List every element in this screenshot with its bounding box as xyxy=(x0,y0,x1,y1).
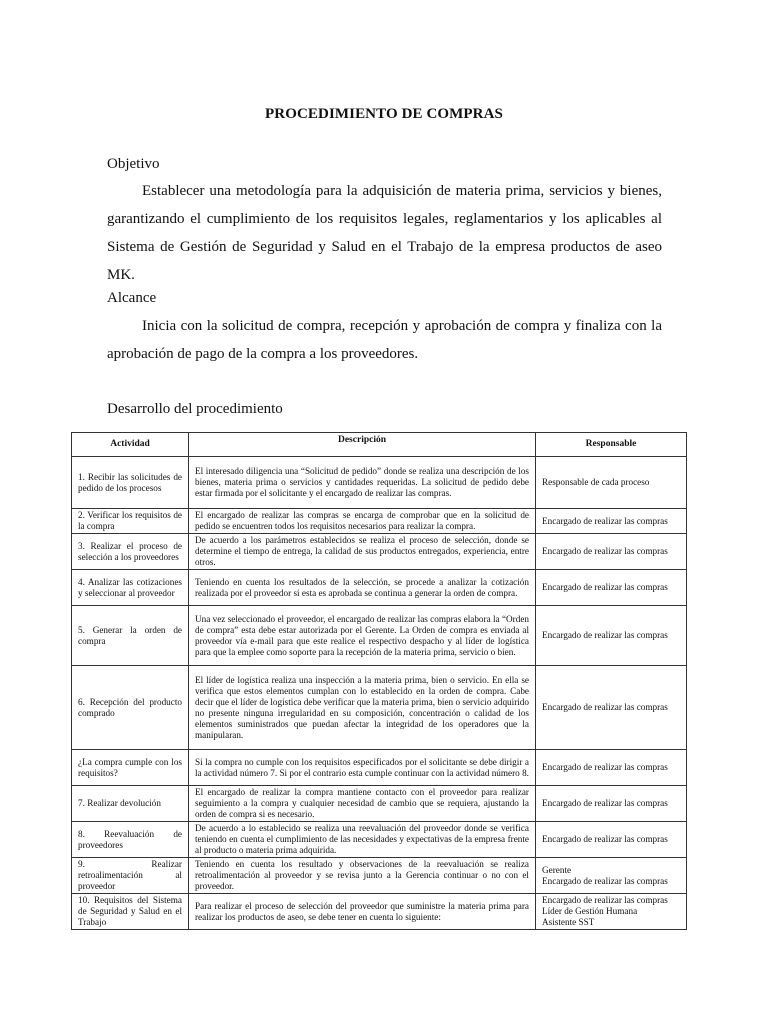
cell-actividad: 9. Realizar retroalimentación al proveedor xyxy=(72,858,189,894)
cell-actividad: 1. Recibir las solicitudes de pedido de los procesos xyxy=(72,457,189,509)
document-title: PROCEDIMIENTO DE COMPRAS xyxy=(265,106,503,122)
table-row xyxy=(72,534,687,570)
table-body xyxy=(72,457,687,930)
cell-descripcion: Si la compra no cumple con los requisitos especificados por el solicitante se debe dirigir a la actividad número 7. Si por el contrario esta cumple continuar con la actividad número 8. xyxy=(189,750,536,786)
alcance-heading: Alcance xyxy=(107,290,157,306)
cell-actividad: 8. Reevaluación de proveedores xyxy=(72,822,189,858)
cell-actividad: 2. Verificar los requisitos de la compra xyxy=(72,509,189,534)
cell-actividad: 7. Realizar devolución xyxy=(72,786,189,822)
table-row xyxy=(72,606,687,666)
cell-responsable: Encargado de realizar las compras xyxy=(536,534,687,570)
cell-descripcion: El líder de logística realiza una inspección a la materia prima, bien o servicio. En ella se verifica que estos elementos cumplan con lo establecido en la orden de compra. Cabe decir que el líder de logística debe verificar que la materia prima, bien o servicio adquirido no presente ninguna irregularidad en su composición, concentración o calidad de los elementos suministrados que puedan afectar la integridad de los operadores que la manipularan. xyxy=(189,666,536,750)
table-row xyxy=(72,666,687,750)
cell-descripcion: Para realizar el proceso de selección del proveedor que suministre la materia prima para realizar los productos de aseo, se debe tener en cuenta lo siguiente: xyxy=(189,894,536,930)
cell-actividad: ¿La compra cumple con los requisitos? xyxy=(72,750,189,786)
table-header-row xyxy=(72,433,687,457)
cell-responsable: Encargado de realizar las compras xyxy=(536,509,687,534)
cell-responsable: Encargado de realizar las compras xyxy=(536,786,687,822)
table-row xyxy=(72,858,687,894)
header-descripcion: Descripción xyxy=(189,433,536,457)
header-actividad: Actividad xyxy=(72,433,189,457)
cell-responsable: Gerente Encargado de realizar las compras xyxy=(536,858,687,894)
cell-actividad: 3. Realizar el proceso de selección a los proveedores xyxy=(72,534,189,570)
table-row xyxy=(72,457,687,509)
table-row xyxy=(72,509,687,534)
cell-responsable: Encargado de realizar las compras xyxy=(536,606,687,666)
desarrollo-heading: Desarrollo del procedimiento xyxy=(107,401,283,417)
cell-descripcion: Una vez seleccionado el proveedor, el encargado de realizar las compras elabora la “Orden de compra” esta debe estar autorizada por el Gerente. La Orden de compra es enviada al proveedor vía e-mail para que este realice el respectivo despacho y al líder de logística para que la emplee como soporte para la recepción de la materia prima, servicio o bien. xyxy=(189,606,536,666)
header-responsable: Responsable xyxy=(536,433,687,457)
table-row xyxy=(72,786,687,822)
procedure-table-wrapper xyxy=(71,432,686,930)
cell-actividad: 6. Recepción del producto comprado xyxy=(72,666,189,750)
cell-responsable: Encargado de realizar las compras xyxy=(536,666,687,750)
cell-actividad: 10. Requisitos del Sistema de Seguridad y Salud en el Trabajo xyxy=(72,894,189,930)
objetivo-text: Establecer una metodología para la adquisición de materia prima, servicios y bienes, garantizando el cumplimiento de los requisitos legales, reglamentarios y los aplicables al Sistema de Gestión de Seguridad y Salud en el Trabajo de la empresa productos de aseo MK. xyxy=(107,183,662,283)
cell-responsable: Encargado de realizar las compras xyxy=(536,822,687,858)
procedure-table xyxy=(71,432,687,930)
cell-descripcion: De acuerdo a los parámetros establecidos se realiza el proceso de selección, donde se determine el tiempo de entrega, la calidad de sus productos entregados, experiencia, entre otros. xyxy=(189,534,536,570)
cell-responsable: Encargado de realizar las compras xyxy=(536,570,687,606)
alcance-text: Inicia con la solicitud de compra, recepción y aprobación de compra y finaliza con la aprobación de pago de la compra a los proveedores. xyxy=(107,318,662,362)
table-row xyxy=(72,750,687,786)
cell-responsable: Encargado de realizar las compras Líder de Gestión Humana Asistente SST xyxy=(536,894,687,930)
cell-responsable: Responsable de cada proceso xyxy=(536,457,687,509)
cell-descripcion: De acuerdo a lo establecido se realiza una reevaluación del proveedor donde se verifica teniendo en cuenta el cumplimiento de las necesidades y expectativas de la empresa frente al producto o materia prima adquirida. xyxy=(189,822,536,858)
cell-descripcion: El interesado diligencia una “Solicitud de pedido” donde se realiza una descripción de los bienes, materia prima o servicios y cantidades requeridas. La solicitud de pedido debe estar firmada por el solicitante y el encargado de realizar las compras. xyxy=(189,457,536,509)
cell-responsable: Encargado de realizar las compras xyxy=(536,750,687,786)
table-row xyxy=(72,570,687,606)
cell-actividad: 5. Generar la orden de compra xyxy=(72,606,189,666)
objetivo-heading: Objetivo xyxy=(107,156,160,172)
cell-descripcion: El encargado de realizar las compras se encarga de comprobar que en la solicitud de pedido se encuentren todos los requisitos necesarios para realizar la compra. xyxy=(189,509,536,534)
table-row xyxy=(72,894,687,930)
cell-descripcion: Teniendo en cuenta los resultados de la selección, se procede a analizar la cotización realizada por el proveedor si esta es aprobada se continua a generar la orden de compra. xyxy=(189,570,536,606)
table-row xyxy=(72,822,687,858)
cell-descripcion: Teniendo en cuenta los resultado y observaciones de la reevaluación se realiza retroalimentación al proveedor y se revisa junto a la Gerencia continuar o no con el proveedor. xyxy=(189,858,536,894)
cell-descripcion: El encargado de realizar la compra mantiene contacto con el proveedor para realizar seguimiento a la compra y cualquier necesidad de cambio que se requiera, ajustando la orden de compra si es necesario. xyxy=(189,786,536,822)
cell-actividad: 4. Analizar las cotizaciones y seleccionar al proveedor xyxy=(72,570,189,606)
